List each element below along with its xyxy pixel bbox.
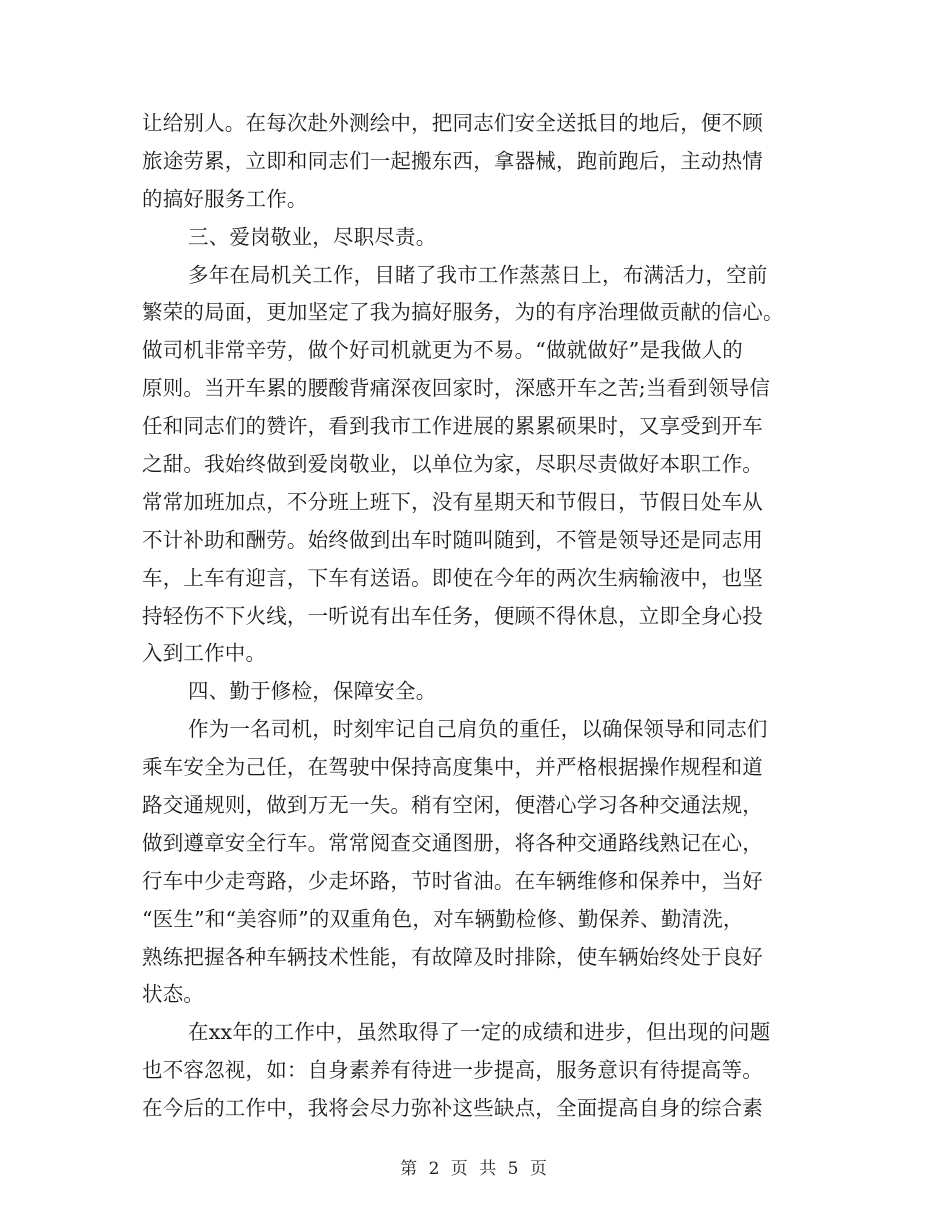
text-line: 旅途劳累，立即和同志们一起搬东西，拿器械，跑前跑后，主动热情 (142, 148, 763, 173)
text-line: 车，上车有迎言，下车有送语。即使在今年的两次生病输液中，也坚 (142, 565, 763, 590)
text-line: 让给别人。在每次赴外测绘中，把同志们安全送抵目的地后，便不顾 (142, 111, 763, 135)
text-line: 不计补助和酬劳。始终做到出车时随叫随到，不管是领导还是同志用 (142, 527, 763, 552)
text-line: 在今后的工作中，我将会尽力弥补这些缺点，全面提高自身的综合素 (142, 1096, 763, 1121)
text-line: 常常加班加点，不分班上班下，没有星期天和节假日，节假日处车从 (142, 489, 763, 514)
text-line: 也不容忽视，如：自身素养有待进一步提高，服务意识有待提高等。 (142, 1058, 763, 1083)
text-line: 多年在局机关工作，目睹了我市工作蒸蒸日上，布满活力，空前 (188, 262, 768, 287)
text-line: 原则。当开车累的腰酸背痛深夜回家时，深感开车之苦;当看到领导信 (142, 376, 771, 401)
page-number-footer: 第 2 页 共 5 页 (400, 1159, 550, 1179)
text-line: 做司机非常辛劳，做个好司机就更为不易。“做就做好”是我做人的 (142, 338, 743, 363)
text-line: 持轻伤不下火线，一听说有出车任务，便顾不得休息，立即全身心投 (142, 603, 763, 628)
text-line: 四、勤于修检，保障安全。 (188, 679, 437, 704)
text-line: 作为一名司机，时刻牢记自己肩负的重任，以确保领导和同志们 (188, 717, 768, 742)
text-line: 繁荣的局面，更加坚定了我为搞好服务，为的有序治理做贡献的信心。 (142, 300, 784, 325)
text-line: 做到遵章安全行车。常常阅查交通图册，将各种交通路线熟记在心， (142, 830, 763, 855)
text-line: 入到工作中。 (142, 641, 267, 666)
text-line: 行车中少走弯路，少走坏路，节时省油。在车辆维修和保养中，当好 (142, 868, 763, 893)
text-line: “医生”和“美容师”的双重角色，对车辆勤检修、勤保养、勤清洗， (142, 906, 744, 931)
text-line: 熟练把握各种车辆技术性能，有故障及时排除，使车辆始终处于良好 (142, 944, 763, 969)
text-line: 的搞好服务工作。 (142, 186, 308, 211)
text-line: 三、爱岗敬业，尽职尽责。 (188, 224, 437, 249)
text-line: 在xx年的工作中，虽然取得了一定的成绩和进步，但出现的问题 (188, 1020, 771, 1045)
document-body (142, 105, 810, 1128)
text-line: 乘车安全为己任，在驾驶中保持高度集中，并严格根据操作规程和道 (142, 755, 763, 780)
text-line: 任和同志们的赞许，看到我市工作进展的累累硕果时，又享受到开车 (142, 414, 763, 439)
text-line: 路交通规则，做到万无一失。稍有空闲，便潜心学习各种交通法规， (142, 793, 763, 818)
text-line: 之甜。我始终做到爱岗敬业，以单位为家，尽职尽责做好本职工作。 (142, 452, 763, 477)
text-line: 状态。 (142, 982, 205, 1007)
